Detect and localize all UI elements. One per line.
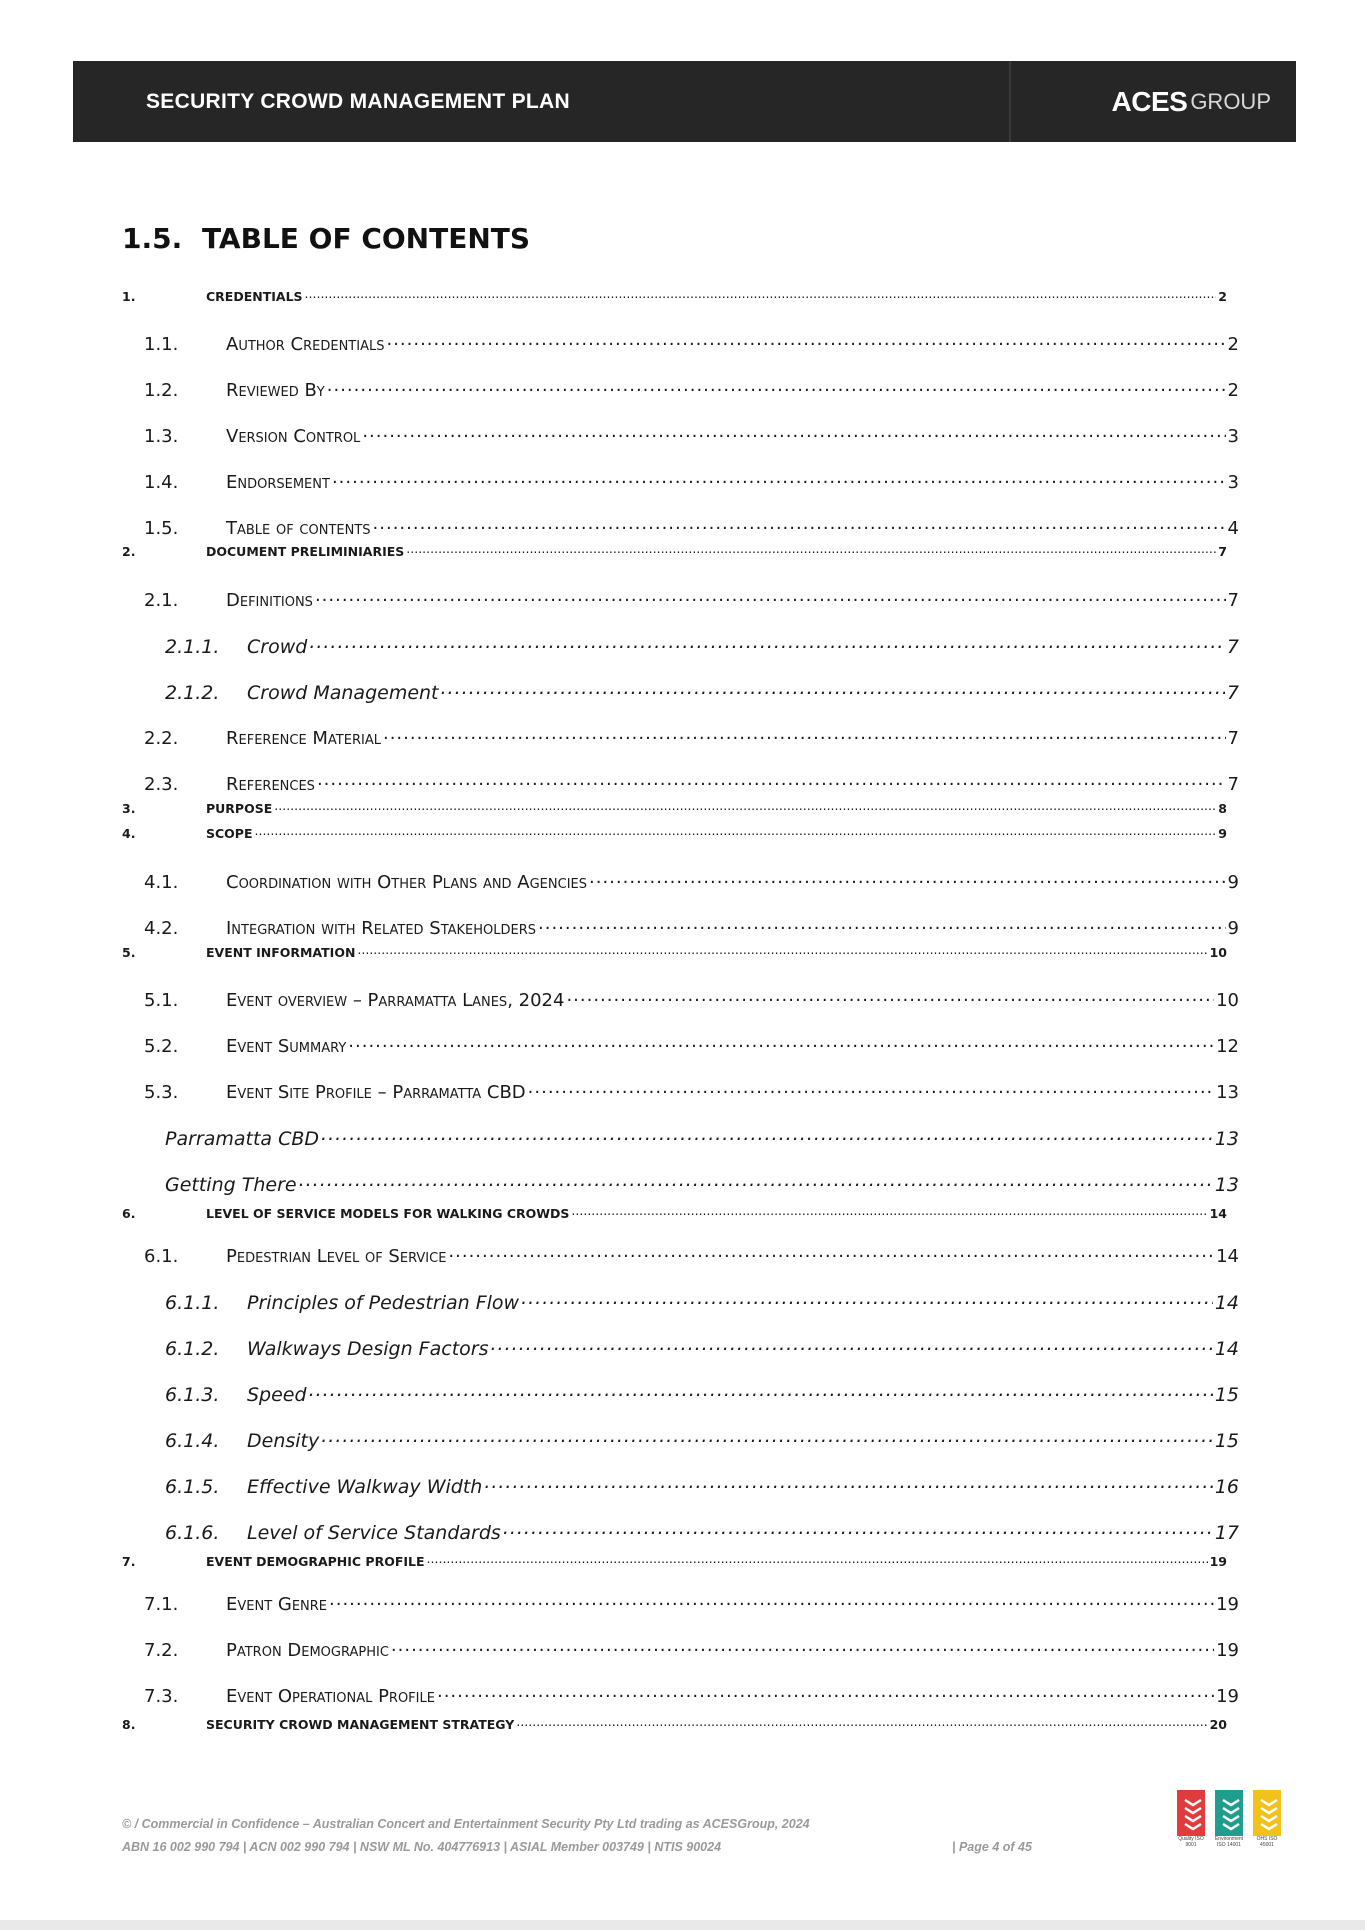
toc-entry[interactable] (144, 1684, 1239, 1707)
toc-entry-number: 2.1.2. (165, 682, 220, 704)
toc-entry-page: 2 (1218, 288, 1227, 304)
certification-badge (1251, 1790, 1283, 1848)
toc-entry[interactable] (165, 1520, 1239, 1544)
toc-entry-label: Definitions (226, 590, 313, 611)
toc-dot-leader (503, 1520, 1213, 1539)
toc-entry[interactable] (165, 1290, 1239, 1314)
certification-badge-caption: OHS ISO 45001 (1256, 1836, 1278, 1848)
toc-entry-label: PURPOSE (206, 800, 273, 816)
toc-entry-label: Reviewed By (226, 380, 325, 401)
toc-entry-page: 14 (1216, 1246, 1239, 1267)
toc-entry-page: 13 (1214, 1174, 1239, 1196)
toc-entry-number: 8. (122, 1716, 136, 1732)
toc-dot-leader (305, 288, 1217, 301)
toc-dot-leader (516, 1716, 1207, 1729)
toc-entry-label: Event Summary (226, 1036, 347, 1057)
toc-entry-page: 8 (1218, 800, 1227, 816)
toc-dot-leader (362, 424, 1225, 442)
toc-entry-label: Coordination with Other Plans and Agencies (226, 872, 587, 893)
toc-entry-number: 5.2. (144, 1036, 179, 1057)
toc-entry[interactable] (144, 1638, 1239, 1661)
toc-entry[interactable] (122, 825, 1227, 841)
toc-entry[interactable] (144, 588, 1239, 611)
toc-entry-page: 7 (1227, 728, 1239, 749)
toc-dot-leader (589, 870, 1226, 888)
toc-entry[interactable] (144, 1034, 1239, 1057)
toc-entry-label: Event Operational Profile (226, 1686, 435, 1707)
toc-entry-number: 6.1.1. (165, 1292, 220, 1314)
toc-entry-number: 6. (122, 1205, 136, 1221)
toc-entry-label: CREDENTIALS (206, 288, 303, 304)
toc-entry-page: 7 (1227, 590, 1239, 611)
toc-entry-number: 1.5. (144, 518, 179, 539)
toc-entry-number: 1.1. (144, 334, 179, 355)
toc-entry[interactable] (144, 378, 1239, 401)
toc-entry-label: Table of contents (226, 518, 371, 539)
toc-entry-number: 6.1.2. (165, 1338, 220, 1360)
footer-page-number: | Page 4 of 45 (952, 1840, 1032, 1854)
toc-dot-leader (255, 825, 1217, 838)
toc-entry-number: 2. (122, 543, 136, 559)
toc-dot-leader (521, 1290, 1213, 1309)
toc-dot-leader (571, 1205, 1207, 1218)
toc-entry[interactable] (144, 726, 1239, 749)
footer-registration: ABN 16 002 990 794 | ACN 002 990 794 | NSW ML No. 404776913 | ASIAL Member 003749 | NTIS 90024 (122, 1840, 722, 1854)
toc-entry-label: EVENT DEMOGRAPHIC PROFILE (206, 1553, 425, 1569)
logo-light-text: GROUP (1190, 88, 1271, 114)
certification-badge-icon (1215, 1790, 1243, 1836)
toc-entry[interactable] (122, 1205, 1227, 1221)
toc-entry-number: 7.2. (144, 1640, 179, 1661)
toc-entry-label: Speed (247, 1384, 307, 1406)
toc-entry-label: Pedestrian Level of Service (226, 1246, 447, 1267)
toc-dot-leader (373, 516, 1226, 534)
toc-entry-number: 4.1. (144, 872, 179, 893)
toc-entry-page: 7 (1227, 774, 1239, 795)
toc-entry-number: 5. (122, 944, 136, 960)
toc-entry-page: 13 (1214, 1128, 1239, 1150)
certification-badge-icon (1253, 1790, 1281, 1836)
toc-entry[interactable] (165, 1336, 1239, 1360)
toc-entry-number: 5.1. (144, 990, 179, 1011)
toc-dot-leader (437, 1684, 1214, 1702)
toc-entry-page: 7 (1226, 682, 1239, 704)
toc-entry-page: 20 (1209, 1716, 1227, 1732)
toc-entry-number: 4. (122, 825, 136, 841)
toc-entry-number: 1. (122, 288, 136, 304)
toc-entry-number: 7.1. (144, 1594, 179, 1615)
document-title: SECURITY CROWD MANAGEMENT PLAN (146, 89, 570, 113)
toc-entry[interactable] (144, 1592, 1239, 1615)
toc-entry[interactable] (144, 470, 1239, 493)
toc-entry-label: Endorsement (226, 472, 330, 493)
toc-dot-leader (317, 772, 1226, 790)
certification-badge-caption: Environment ISO 14001 (1214, 1836, 1244, 1848)
section-heading-title: TABLE OF CONTENTS (202, 222, 531, 255)
toc-entry-label: Level of Service Standards (247, 1522, 501, 1544)
certification-badge (1175, 1790, 1207, 1848)
toc-entry-label: Patron Demographic (226, 1640, 389, 1661)
toc-entry-label: Principles of Pedestrian Flow (247, 1292, 520, 1314)
section-heading (122, 222, 530, 255)
toc-dot-leader (357, 944, 1207, 957)
toc-dot-leader (274, 800, 1216, 813)
toc-dot-leader (406, 543, 1216, 556)
toc-dot-leader (329, 1592, 1214, 1610)
page-bottom-edge (0, 1920, 1365, 1930)
toc-entry[interactable] (144, 916, 1239, 939)
toc-entry-number: 6.1.6. (165, 1522, 220, 1544)
toc-entry[interactable] (122, 543, 1227, 559)
toc-entry-number: 7. (122, 1553, 136, 1569)
toc-entry-page: 14 (1214, 1292, 1239, 1314)
toc-entry[interactable] (122, 288, 1227, 304)
certification-badge-icon (1177, 1790, 1205, 1836)
toc-dot-leader (538, 916, 1226, 934)
toc-entry-label: Crowd Management (247, 682, 439, 704)
toc-entry[interactable] (165, 1126, 1239, 1150)
certification-badge (1213, 1790, 1245, 1848)
toc-entry-label: SECURITY CROWD MANAGEMENT STRATEGY (206, 1716, 515, 1732)
toc-entry-number: 2.2. (144, 728, 179, 749)
toc-entry-label: Crowd (247, 636, 308, 658)
toc-entry-label: Integration with Related Stakeholders (226, 918, 537, 939)
certification-badge-caption: Quality ISO 9001 (1178, 1836, 1204, 1848)
toc-entry[interactable] (144, 516, 1239, 539)
toc-entry-label: SCOPE (206, 825, 253, 841)
toc-entry-page: 15 (1214, 1430, 1239, 1452)
toc-entry-page: 14 (1209, 1205, 1227, 1221)
logo-strong-text: ACES (1111, 85, 1188, 117)
toc-entry-number: 6.1. (144, 1246, 179, 1267)
toc-entry-label: References (226, 774, 315, 795)
toc-entry[interactable] (165, 1172, 1239, 1196)
toc-entry-number: 1.4. (144, 472, 179, 493)
toc-entry[interactable] (122, 1716, 1227, 1732)
toc-entry-page: 19 (1209, 1553, 1227, 1569)
toc-dot-leader (309, 634, 1225, 653)
toc-entry[interactable] (122, 800, 1227, 816)
toc-entry-page: 9 (1227, 918, 1239, 939)
toc-entry-label: Walkways Design Factors (247, 1338, 489, 1360)
aces-group-logo (1011, 61, 1296, 142)
toc-entry-page: 9 (1218, 825, 1227, 841)
toc-entry[interactable] (144, 772, 1239, 795)
toc-entry-page: 16 (1214, 1476, 1239, 1498)
toc-entry-number: 1.3. (144, 426, 179, 447)
toc-dot-leader (386, 332, 1225, 350)
toc-entry-number: 6.1.3. (165, 1384, 220, 1406)
toc-entry-page: 13 (1216, 1082, 1239, 1103)
toc-dot-leader (348, 1034, 1214, 1052)
toc-entry-page: 4 (1227, 518, 1239, 539)
toc-entry[interactable] (165, 680, 1239, 704)
toc-dot-leader (315, 588, 1226, 606)
toc-entry-page: 7 (1218, 543, 1227, 559)
toc-dot-leader (484, 1474, 1213, 1493)
toc-entry-page: 3 (1227, 472, 1239, 493)
toc-dot-leader (566, 988, 1214, 1006)
toc-entry-number: 6.1.4. (165, 1430, 220, 1452)
toc-entry[interactable] (165, 1382, 1239, 1406)
toc-dot-leader (427, 1553, 1208, 1566)
toc-entry-number: 4.2. (144, 918, 179, 939)
toc-entry[interactable] (165, 1474, 1239, 1498)
toc-entry-label: Reference Material (226, 728, 381, 749)
toc-entry[interactable] (122, 1553, 1227, 1569)
toc-entry-label: Event overview – Parramatta Lanes, 2024 (226, 990, 565, 1011)
toc-entry-page: 19 (1216, 1594, 1239, 1615)
toc-entry-label: Density (247, 1430, 320, 1452)
toc-entry-label: Author Credentials (226, 334, 385, 355)
toc-entry-page: 3 (1227, 426, 1239, 447)
page-header (73, 61, 1296, 142)
toc-entry-page: 19 (1216, 1686, 1239, 1707)
toc-dot-leader (528, 1080, 1214, 1098)
toc-entry-label: Version Control (226, 426, 361, 447)
toc-entry[interactable] (144, 424, 1239, 447)
toc-entry[interactable] (122, 944, 1227, 960)
toc-entry-number: 3. (122, 800, 136, 816)
toc-entry-number: 2.1.1. (165, 636, 220, 658)
toc-entry-page: 2 (1227, 334, 1239, 355)
toc-entry-page: 19 (1216, 1640, 1239, 1661)
section-heading-number: 1.5. (122, 222, 183, 255)
certification-badges (1175, 1790, 1283, 1848)
toc-dot-leader (321, 1428, 1213, 1447)
toc-dot-leader (321, 1126, 1213, 1145)
toc-entry[interactable] (165, 634, 1239, 658)
toc-entry-number: 6.1.5. (165, 1476, 220, 1498)
toc-entry-label: Parramatta CBD (165, 1128, 320, 1150)
toc-entry-number: 2.3. (144, 774, 179, 795)
toc-dot-leader (441, 680, 1225, 699)
toc-entry-page: 10 (1209, 944, 1227, 960)
toc-entry-page: 15 (1214, 1384, 1239, 1406)
toc-dot-leader (299, 1172, 1213, 1191)
toc-entry[interactable] (144, 1244, 1239, 1267)
toc-entry-page: 14 (1214, 1338, 1239, 1360)
toc-entry-label: DOCUMENT PRELIMINIARIES (206, 543, 405, 559)
footer-copyright: © / Commercial in Confidence – Australian Concert and Entertainment Security Pty Ltd trading as ACESGroup, 2024 (122, 1817, 810, 1831)
toc-entry-page: 9 (1227, 872, 1239, 893)
toc-entry-label: Event Site Profile – Parramatta CBD (226, 1082, 526, 1103)
toc-entry[interactable] (144, 988, 1239, 1011)
toc-dot-leader (309, 1382, 1213, 1401)
toc-entry-number: 5.3. (144, 1082, 179, 1103)
toc-entry[interactable] (144, 332, 1239, 355)
toc-entry[interactable] (144, 870, 1239, 893)
toc-entry-page: 12 (1216, 1036, 1239, 1057)
toc-dot-leader (332, 470, 1226, 488)
toc-dot-leader (391, 1638, 1214, 1656)
toc-entry-page: 2 (1227, 380, 1239, 401)
toc-entry-number: 7.3. (144, 1686, 179, 1707)
toc-entry-page: 17 (1214, 1522, 1239, 1544)
toc-entry[interactable] (165, 1428, 1239, 1452)
toc-entry-label: Getting There (165, 1174, 297, 1196)
toc-dot-leader (448, 1244, 1214, 1262)
toc-dot-leader (327, 378, 1226, 396)
toc-entry-number: 2.1. (144, 590, 179, 611)
toc-entry-number: 1.2. (144, 380, 179, 401)
toc-entry-label: LEVEL OF SERVICE MODELS FOR WALKING CROWDS (206, 1205, 570, 1221)
toc-entry-label: EVENT INFORMATION (206, 944, 356, 960)
toc-entry-page: 7 (1226, 636, 1239, 658)
toc-dot-leader (490, 1336, 1212, 1355)
toc-dot-leader (383, 726, 1226, 744)
toc-entry[interactable] (144, 1080, 1239, 1103)
toc-entry-label: Event Genre (226, 1594, 328, 1615)
toc-entry-label: Effective Walkway Width (247, 1476, 483, 1498)
toc-entry-page: 10 (1216, 990, 1239, 1011)
